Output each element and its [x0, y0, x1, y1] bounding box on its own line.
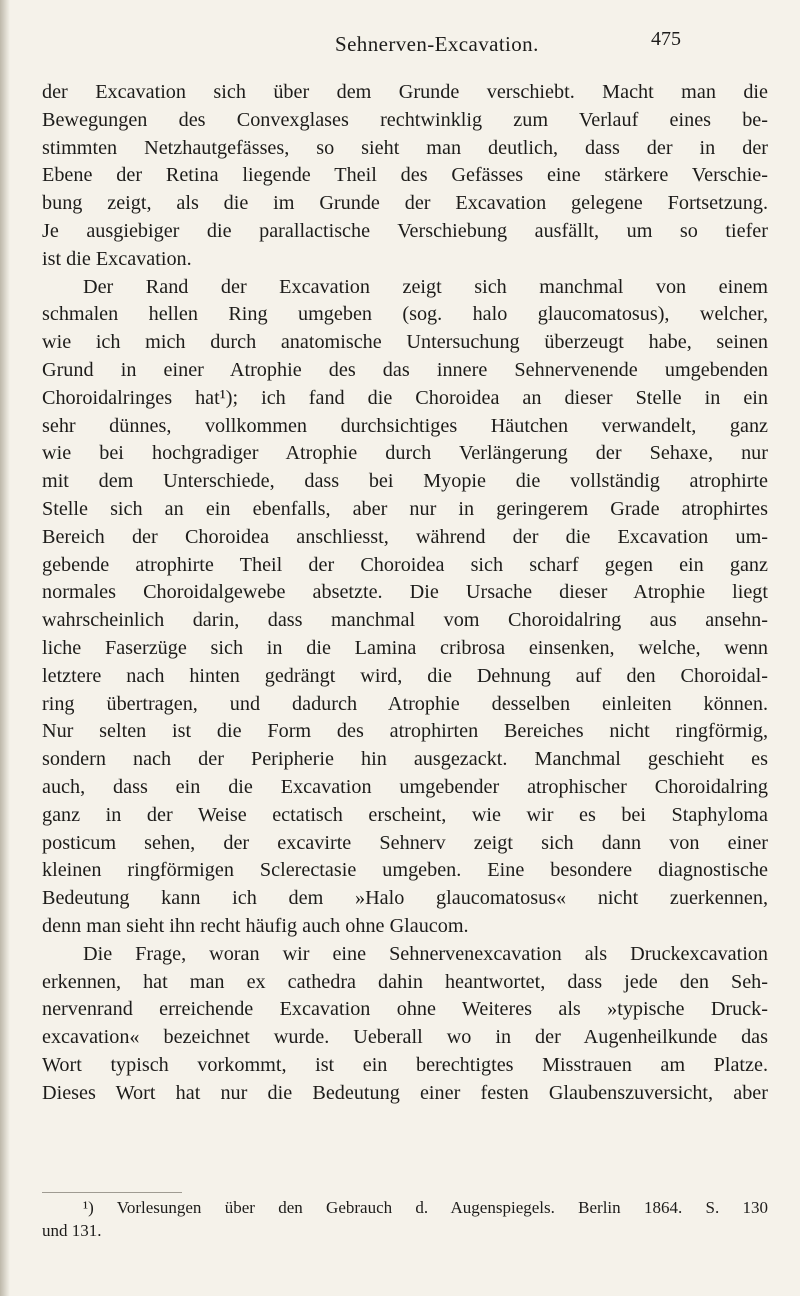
text-line: ring übertragen, und dadurch Atrophie desselben einleiten können. — [42, 692, 768, 715]
paragraph-start-line: Die Frage, woran wir eine Sehnervenexcavation als Druckexcavation — [83, 942, 768, 965]
body-text — [42, 79, 768, 1107]
footnote — [42, 1196, 768, 1242]
text-line: Stelle sich an ein ebenfalls, aber nur in geringerem Grade atrophirtes — [42, 497, 768, 520]
text-line: Choroidalringes hat¹); ich fand die Choroidea an dieser Stelle in ein — [42, 386, 768, 409]
text-line: Ebene der Retina liegende Theil des Gefässes eine stärkere Verschie- — [42, 164, 768, 187]
text-line: Nur selten ist die Form des atrophirten Bereiches nicht ringförmig, — [42, 720, 768, 743]
text-line: kleinen ringförmigen Sclerectasie umgeben. Eine besondere diagnostische — [42, 859, 768, 882]
text-line: der Excavation sich über dem Grunde verschiebt. Macht man die — [42, 81, 768, 103]
text-line: Dieses Wort hat nur die Bedeutung einer festen Glaubenszuversicht, aber — [42, 1081, 768, 1104]
text-line: ganz in der Weise ectatisch erscheint, wie wir es bei Staphyloma — [42, 803, 768, 826]
footnote-line: und 131. — [42, 1221, 102, 1240]
text-line: erkennen, hat man ex cathedra dahin heantwortet, dass jede den Seh- — [42, 970, 768, 993]
text-line: posticum sehen, der excavirte Sehnerv zeigt sich dann von einer — [42, 831, 768, 854]
text-line: nervenrand erreichende Excavation ohne Weiteres als »typische Druck- — [42, 998, 768, 1021]
text-line: gebende atrophirte Theil der Choroidea sich scharf gegen ein ganz — [42, 553, 768, 576]
text-line: wie bei hochgradiger Atrophie durch Verlängerung der Sehaxe, nur — [42, 442, 768, 465]
text-line: Wort typisch vorkommt, ist ein berechtigtes Misstrauen am Platze. — [42, 1053, 768, 1076]
text-line: auch, dass ein die Excavation umgebender atrophischer Choroidalring — [42, 775, 768, 798]
text-line: Grund in einer Atrophie des das innere Sehnervenende umgebenden — [42, 358, 768, 381]
text-line: ist die Excavation. — [42, 247, 192, 270]
page-number: 475 — [651, 28, 681, 50]
text-line: denn man sieht ihn recht häufig auch ohne Glaucom. — [42, 914, 469, 937]
text-line: sondern nach der Peripherie hin ausgezackt. Manchmal geschieht es — [42, 748, 768, 771]
paragraph-start-line: Der Rand der Excavation zeigt sich manchmal von einem — [83, 275, 768, 298]
text-line: stimmten Netzhautgefässes, so sieht man deutlich, dass der in der — [42, 136, 768, 159]
text-line: excavation« bezeichnet wurde. Ueberall wo in der Augenheilkunde das — [42, 1026, 768, 1049]
text-line: schmalen hellen Ring umgeben (sog. halo glaucomatosus), welcher, — [42, 303, 768, 326]
text-line: liche Faserzüge sich in die Lamina cribrosa einsenken, welche, wenn — [42, 636, 768, 659]
text-line: normales Choroidalgewebe absetzte. Die Ursache dieser Atrophie liegt — [42, 581, 768, 604]
text-line: letztere nach hinten gedrängt wird, die Dehnung auf den Choroidal- — [42, 664, 768, 687]
running-header — [0, 28, 800, 72]
text-line: Bereich der Choroidea anschliesst, während der die Excavation um- — [42, 525, 768, 548]
text-line: mit dem Unterschiede, dass bei Myopie die vollständig atrophirte — [42, 470, 768, 493]
text-line: wie ich mich durch anatomische Untersuchung überzeugt habe, seinen — [42, 331, 768, 354]
footnote-divider — [42, 1192, 182, 1193]
text-line: wahrscheinlich darin, dass manchmal vom Choroidalring aus ansehn- — [42, 609, 768, 632]
text-line: Je ausgiebiger die parallactische Verschiebung ausfällt, um so tiefer — [42, 219, 768, 242]
text-line: Bedeutung kann ich dem »Halo glaucomatosus« nicht zuerkennen, — [42, 887, 768, 910]
text-line: bung zeigt, als die im Grunde der Excavation gelegene Fortsetzung. — [42, 192, 768, 215]
text-line: sehr dünnes, vollkommen durchsichtiges Häutchen verwandelt, ganz — [42, 414, 768, 437]
text-line: Bewegungen des Convexglases rechtwinklig zum Verlauf eines be- — [42, 108, 768, 131]
footnote-line: ¹) Vorlesungen über den Gebrauch d. Augenspiegels. Berlin 1864. S. 130 — [83, 1198, 768, 1217]
running-title: Sehnerven-Excavation. — [335, 32, 539, 56]
